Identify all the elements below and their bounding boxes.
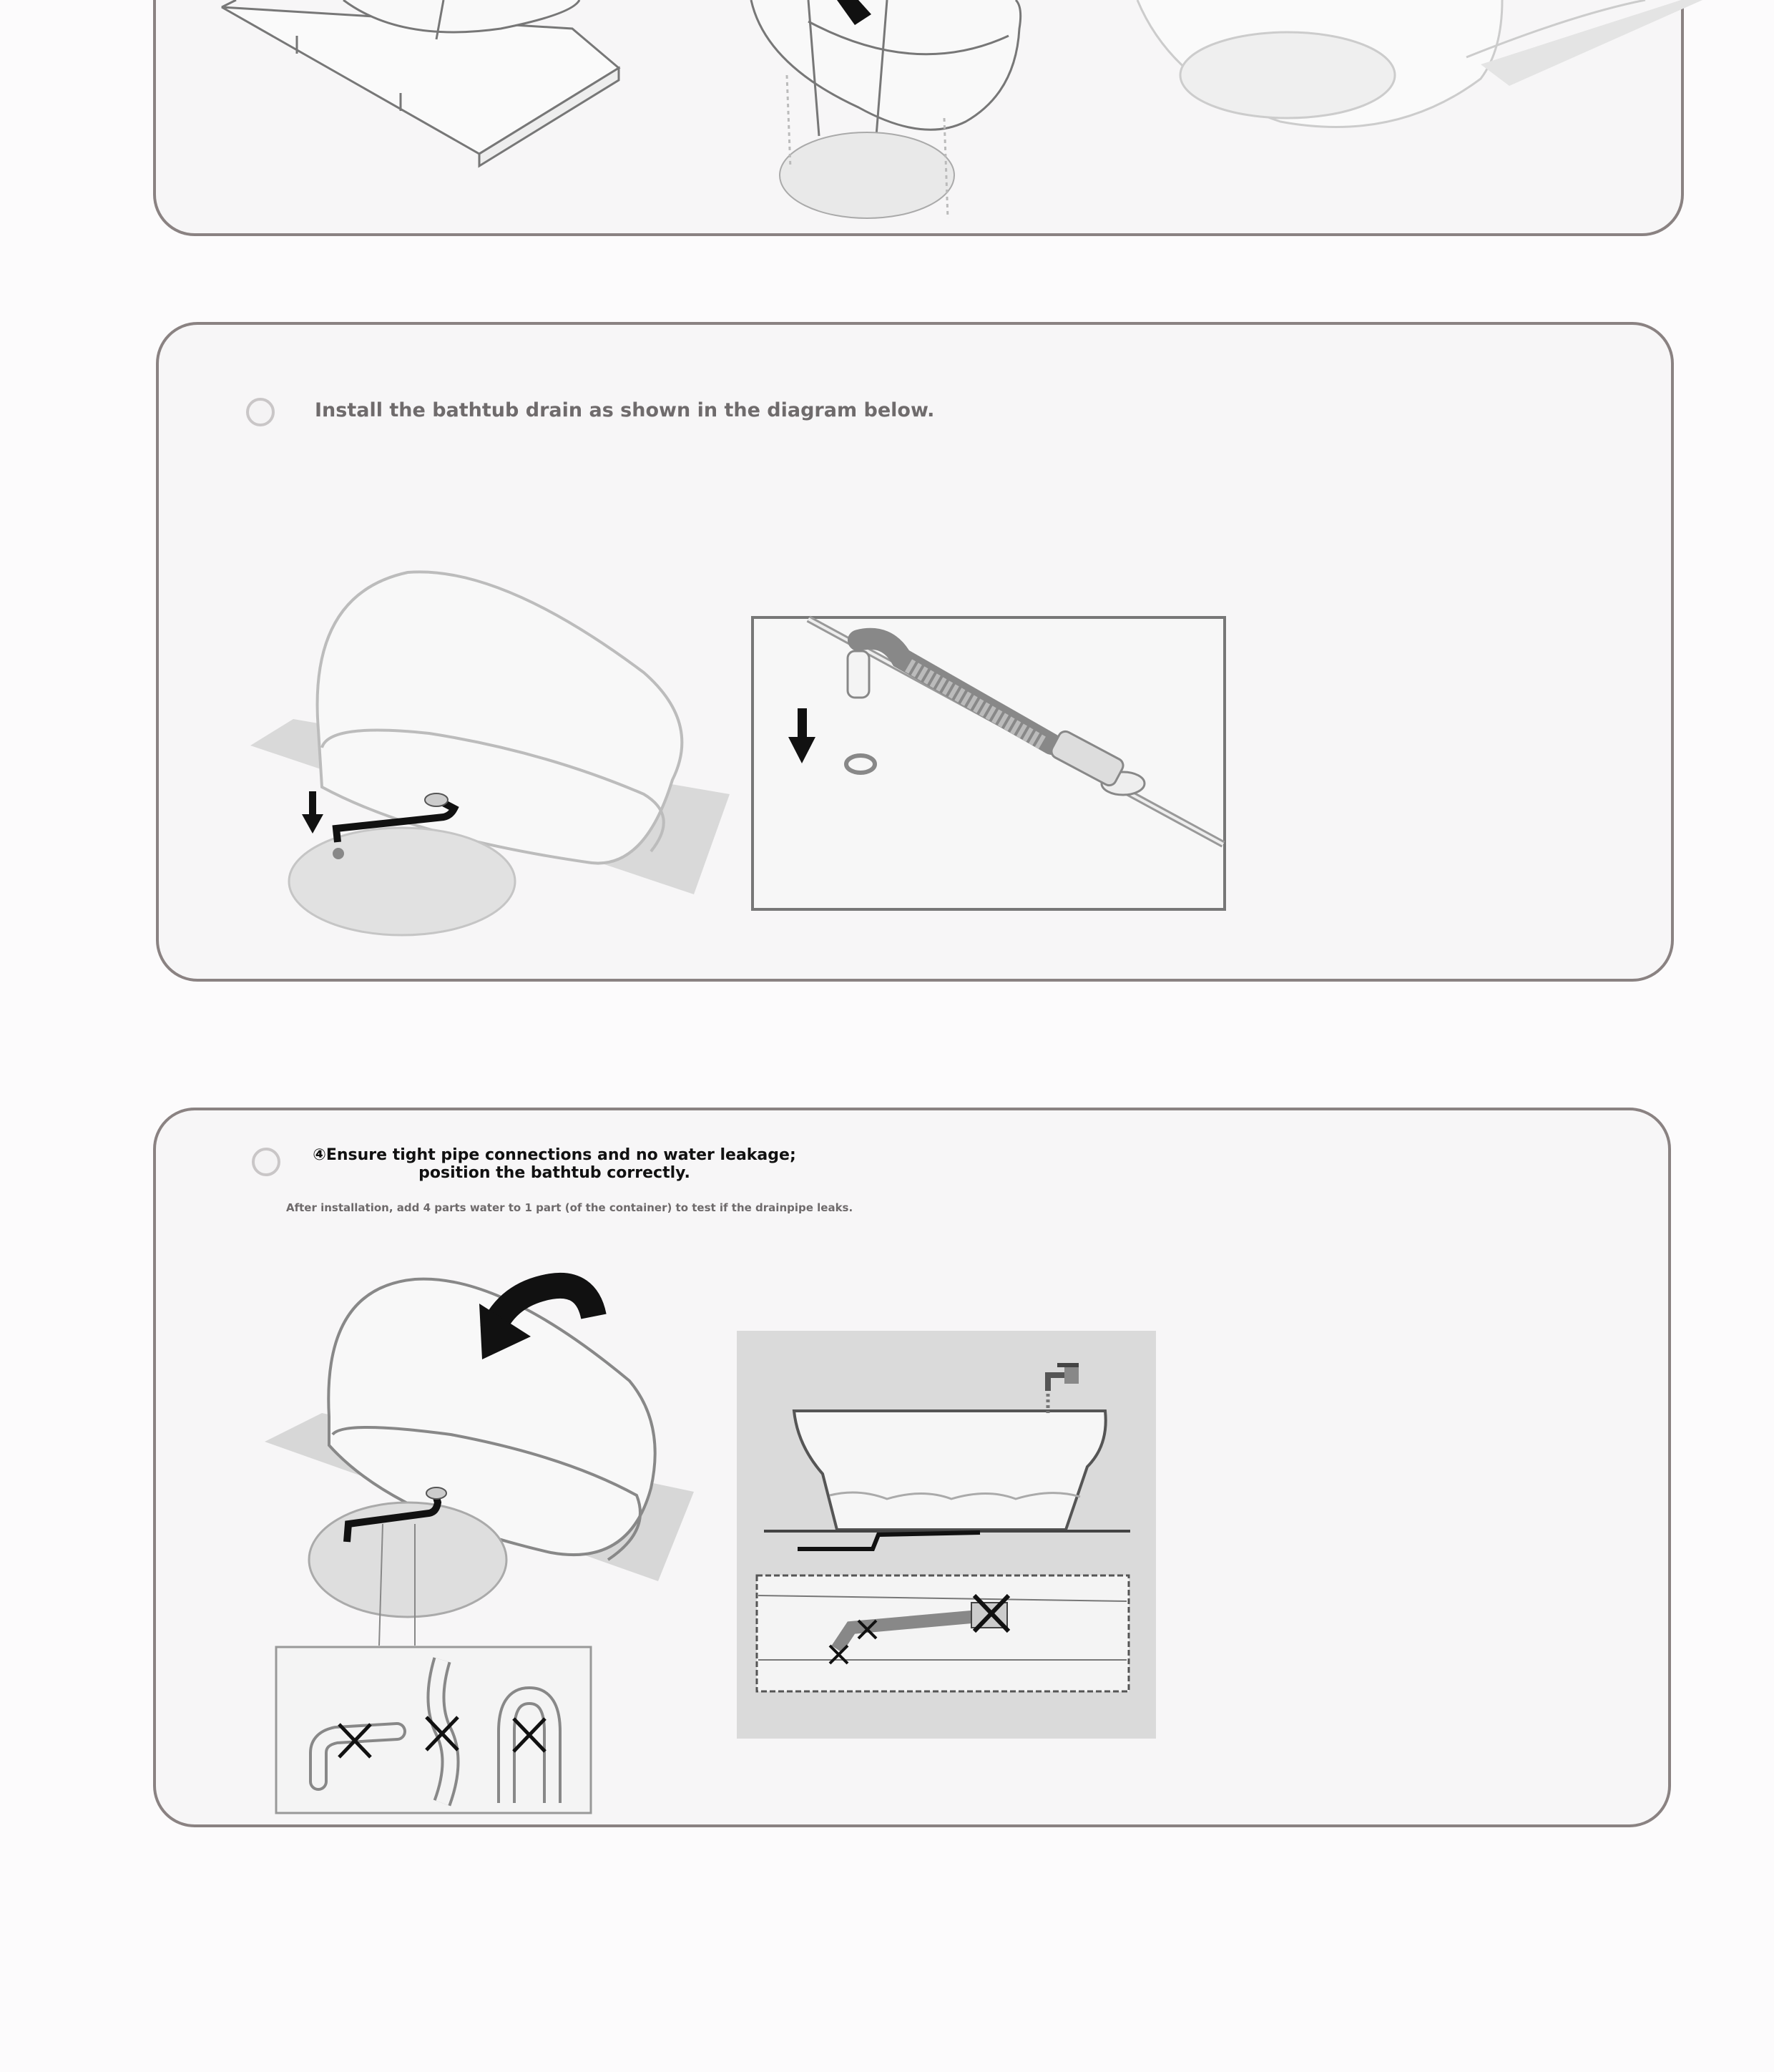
step-title: ④Ensure tight pipe connections and no water leakage; position the bathtub correctly. <box>313 1146 796 1182</box>
drain-install-illustration <box>243 558 1245 944</box>
step-circle-icon <box>252 1148 280 1176</box>
leak-test-illustration <box>265 1259 1187 1817</box>
step-title: Install the bathtub drain as shown in the diagram below. <box>315 399 935 421</box>
down-arrow-icon <box>302 791 323 834</box>
step-subtitle: After installation, add 4 parts water to 1 part (of the container) to test if the drainpipe leaks. <box>286 1201 853 1214</box>
top-illustrations <box>0 0 1774 243</box>
step-circle-icon <box>246 398 275 426</box>
